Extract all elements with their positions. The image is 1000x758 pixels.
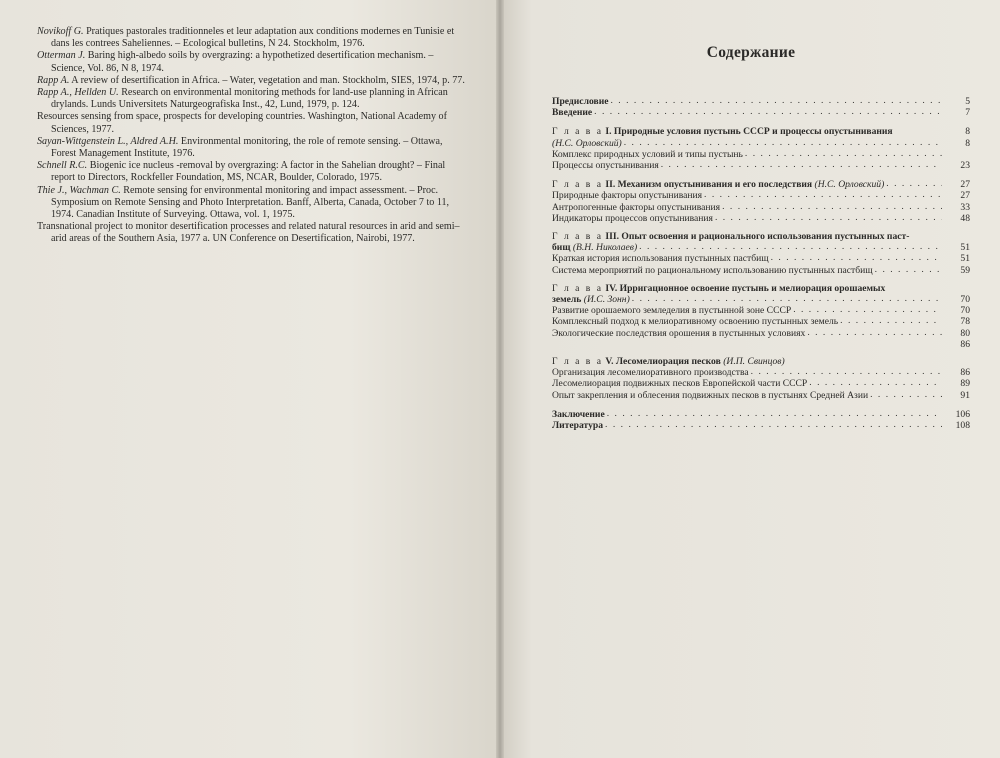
toc-page-number: 7 [965,107,970,119]
toc-entry[interactable] [552,160,970,171]
chapter-heading [552,127,893,137]
leader-dots [624,138,942,148]
toc-entry-preface[interactable] [552,96,970,107]
reference-author: Thie J., Wachman C. [37,184,121,196]
leader-dots [771,253,942,263]
chapter-author: (Н.С. Орловский) [814,179,885,191]
leader-dots [809,378,942,388]
toc-page-number: 86 [960,367,970,379]
reference-text: Pratiques pastorales traditionneles et leur adaptation aux conditions modernes en Tunisie et dans les contrees Saheliennes. – Ecological bulletins, N 24. Stockholm, 1976. [51,26,455,50]
toc-entry-label: Экологические последствия орошения в пустынных условиях [552,327,806,339]
chapter-heading-cont [552,243,637,253]
toc-entry[interactable] [552,190,970,201]
toc-entry-label: Комплексный подход к мелиоративному освоению пустынных земель [552,316,839,328]
reference-entry [37,111,469,135]
toc-page-number: 51 [960,253,970,265]
reference-text: Remote sensing for environmental monitoring and impact assessment. – Proc. Symposium on Remote Sensing and Photo Interpretation. Banff, Alberta, Canada, October 7 to 11, 1974. Canadian Institute of Surveying. Ottawa, vol. 1, 1975. [51,184,450,221]
toc-page-number: 59 [960,264,970,276]
leader-dots [610,96,942,106]
reference-text: Transnational project to monitor desertification processes and related natural resources in arid and semi–arid areas of the Southern Asia, 1977 a. UN Conference on Desertification, Nairobi, 1977. [37,221,460,245]
reference-author: Rapp A., Hellden U. [37,87,119,99]
table-of-contents [552,96,970,431]
toc-page-number: 48 [960,212,970,224]
reference-text: Resources sensing from space, prospects for developing countries. Washington, National Academy of Sciences, 1977. [37,111,447,135]
toc-entry[interactable] [552,305,970,316]
leader-dots [594,107,942,117]
toc-page-number: 27 [960,179,970,191]
reference-entry [37,87,469,111]
toc-entry[interactable] [552,390,970,401]
chapter-title: V. Лесомелиорация песков [605,356,721,368]
chapter-title: III. Опыт освоения и рационального использования пустынных паст- [605,231,910,243]
reference-text: Biogenic ice nucleus -removal by overgrazing: A factor in the Sahelian drought? – Final report to Directors, Rockfeller Foundation, MS, NCAR, Boulder, Colorado, 1975. [51,160,446,184]
toc-entry-label: Индикаторы процессов опустынивания [552,212,713,224]
chapter-heading [552,357,785,367]
toc-entry[interactable] [552,378,970,389]
chapter-title: земель [552,294,582,306]
chapter-title: I. Природные условия пустынь СССР и процессы опустынивания [605,126,893,138]
reference-entry [37,160,469,184]
reference-text: A review of desertification in Africa. – Water, vegetation and man. Stockholm, SIES, 1974, p. 77. [69,74,465,86]
leader-dots [661,160,942,170]
reference-author: Rapp A. [37,74,70,86]
chapter-heading [552,284,885,294]
toc-page-number: 33 [960,201,970,213]
chapter-author: (Н.С. Орловский) [552,137,622,149]
toc-entry[interactable] [552,149,970,160]
leader-dots [840,316,942,326]
chapter-prefix: Г л а в а [552,179,603,191]
toc-page-number: 80 [960,327,970,339]
toc-entry-label: Система мероприятий по рациональному использованию пустынных пастбищ [552,264,873,276]
leader-dots [607,409,942,419]
toc-chapter-3-cont [552,242,970,253]
reference-list [37,26,469,246]
toc-entry-label: Введение [552,107,593,119]
toc-chapter-5[interactable] [552,356,970,367]
toc-page-number: 51 [960,242,970,254]
book-gutter [496,0,504,758]
reference-text: Environmental monitoring, the role of remote sensing. – Ottawa, Forest Management Institute, 1976. [51,135,443,160]
toc-entry[interactable] [552,265,970,276]
leader-dots [704,190,942,200]
reference-entry [37,26,469,50]
chapter-heading-cont [552,295,630,305]
reference-author: Otterman J. [37,50,86,62]
chapter-heading [552,180,884,190]
toc-page-number: 8 [965,137,970,149]
reference-text: Baring high-albedo soils by overgrazing: a hypothetized desertification mechanism. – Science, Vol. 86, N 8, 1974. [51,50,434,74]
reference-author: Schnell R.C. [37,160,88,172]
toc-entry-intro[interactable] [552,107,970,118]
toc-page-number: 91 [960,389,970,401]
toc-entry-conclusion[interactable] [552,409,970,420]
toc-entry[interactable] [552,316,970,327]
toc-chapter-2[interactable] [552,179,970,190]
reference-text: Research on environmental monitoring methods for land-use planning in African drylands. Lunds Universitets Naturgeografiska Inst., 42, Lund, 1979, p. 124. [51,87,448,111]
chapter-title: IV. Ирригационное освоение пустынь и мелиорация орошаемых [605,282,886,294]
toc-entry-label: Лесомелиорация подвижных песков Европейской части СССР [552,378,808,390]
toc-entry-label: Природные факторы опустынивания [552,190,703,202]
toc-page-number: 5 [965,96,970,107]
toc-chapter-3[interactable] [552,232,970,242]
toc-entry-label: Процессы опустынивания [552,160,659,172]
leader-dots [632,294,942,304]
leader-dots [639,242,942,252]
page-title: Содержание [706,44,796,61]
toc-page-number: 78 [960,316,970,328]
toc-entry[interactable] [552,202,970,213]
chapter-prefix: Г л а в а [552,282,603,294]
toc-entry-label: Комплекс природных условий и типы пустынь [552,148,743,160]
toc-page-number: 23 [960,160,970,172]
reference-entry [37,136,469,160]
toc-entry-label: Литература [552,420,604,432]
reference-entry [37,50,469,74]
chapter-prefix: Г л а в а [552,126,603,138]
toc-entry-label: Заключение [552,408,605,420]
chapter-prefix: Г л а в а [552,231,603,243]
toc-page-number: 8 [965,126,970,138]
leader-dots [605,420,942,430]
toc-page-number: 106 [955,408,970,420]
leader-dots [751,367,942,377]
reference-author: Novikoff G. [37,26,84,37]
toc-chapter-4[interactable] [552,284,970,294]
leader-dots [807,328,942,338]
reference-author: Sayan-Wittgenstein L., Aldred A.H. [37,135,179,147]
toc-entry-label: Предисловие [552,96,609,107]
toc-entry-label: Антропогенные факторы опустынивания [552,201,721,213]
leader-dots [870,390,942,400]
toc-entry[interactable] [552,253,970,264]
toc-entry-label: Развитие орошаемого земледелия в пустынной зоне СССР [552,305,792,317]
toc-entry[interactable] [552,367,970,378]
toc-page-number: 86 [960,338,970,350]
toc-page-number: 89 [960,378,970,390]
leader-dots [745,149,942,159]
toc-chapter-1[interactable] [552,126,970,137]
toc-page-number: 70 [960,305,970,317]
toc-entry[interactable] [552,213,970,224]
chapter-title: II. Механизм опустынивания и его последствия [605,179,813,191]
toc-page-number: 70 [960,294,970,306]
leader-dots [875,265,942,275]
reference-entry [37,75,469,87]
chapter-prefix: Г л а в а [552,356,603,368]
chapter-author: (И.П. Свинцов) [723,356,785,368]
chapter-heading [552,232,909,242]
toc-entry[interactable] [552,328,970,339]
leader-dots [715,213,942,223]
chapter-author: (И.С. Зонн) [583,294,630,306]
chapter-author: (В.Н. Николаев) [572,242,638,254]
reference-entry [37,221,469,245]
leader-dots [886,179,942,189]
chapter-title: бищ [552,242,571,254]
toc-entry-literature[interactable] [552,420,970,431]
toc-chapter-1-author [552,138,970,149]
toc-page-number: 27 [960,190,970,202]
leader-dots [722,202,942,212]
toc-chapter-4-cont [552,294,970,305]
leader-dots [793,305,942,315]
reference-entry [37,185,469,222]
toc-page-number: 108 [955,420,970,432]
toc-entry-label: Краткая история использования пустынных пастбищ [552,253,769,265]
toc-entry-label: Организация лесомелиоративного производства [552,367,749,379]
toc-entry-label: Опыт закрепления и облесения подвижных песков в пустынях Средней Азии [552,389,869,401]
